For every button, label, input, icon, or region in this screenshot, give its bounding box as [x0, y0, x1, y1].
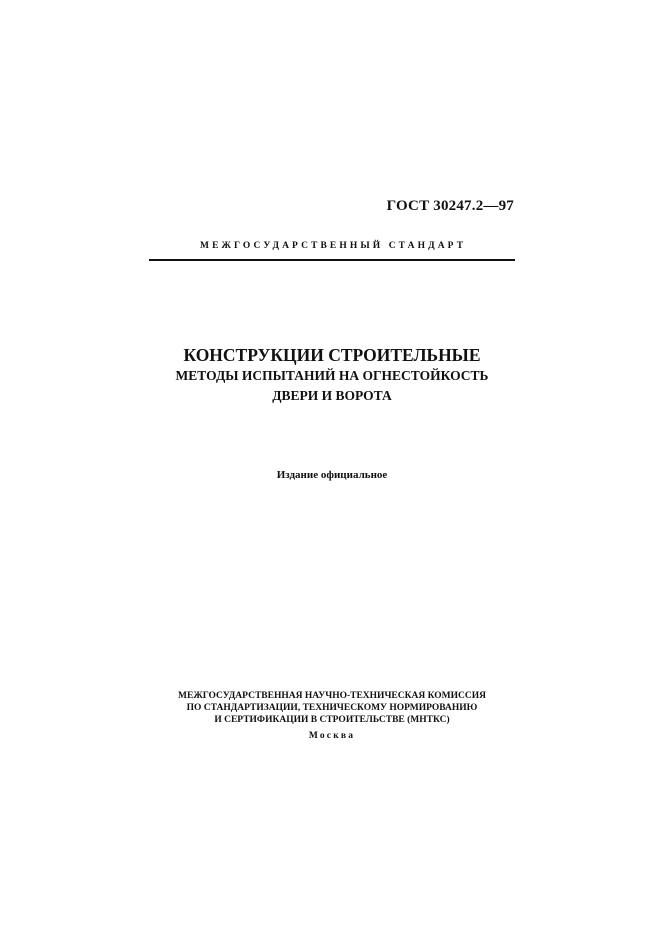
document-code: ГОСТ 30247.2—97 [386, 198, 514, 214]
title-line-main: КОНСТРУКЦИИ СТРОИТЕЛЬНЫЕ [183, 345, 481, 365]
publisher-line-3: И СЕРТИФИКАЦИИ В СТРОИТЕЛЬСТВЕ (МНТКС) [214, 715, 450, 725]
publisher-line-1: МЕЖГОСУДАРСТВЕННАЯ НАУЧНО-ТЕХНИЧЕСКАЯ КОМИССИЯ [178, 691, 486, 701]
document-title [149, 344, 515, 406]
edition-label: Издание официальное [276, 469, 388, 481]
header-divider [149, 259, 515, 261]
publication-city: Москва [308, 731, 356, 741]
standard-type-label: МЕЖГОСУДАРСТВЕННЫЙ СТАНДАРТ [200, 241, 467, 251]
publisher-block [149, 690, 515, 741]
title-line-methods: МЕТОДЫ ИСПЫТАНИЙ НА ОГНЕСТОЙКОСТЬ [175, 368, 489, 383]
title-line-subject: ДВЕРИ И ВОРОТА [272, 388, 392, 403]
publisher-line-2: ПО СТАНДАРТИЗАЦИИ, ТЕХНИЧЕСКОМУ НОРМИРОВАНИЮ [186, 703, 478, 713]
